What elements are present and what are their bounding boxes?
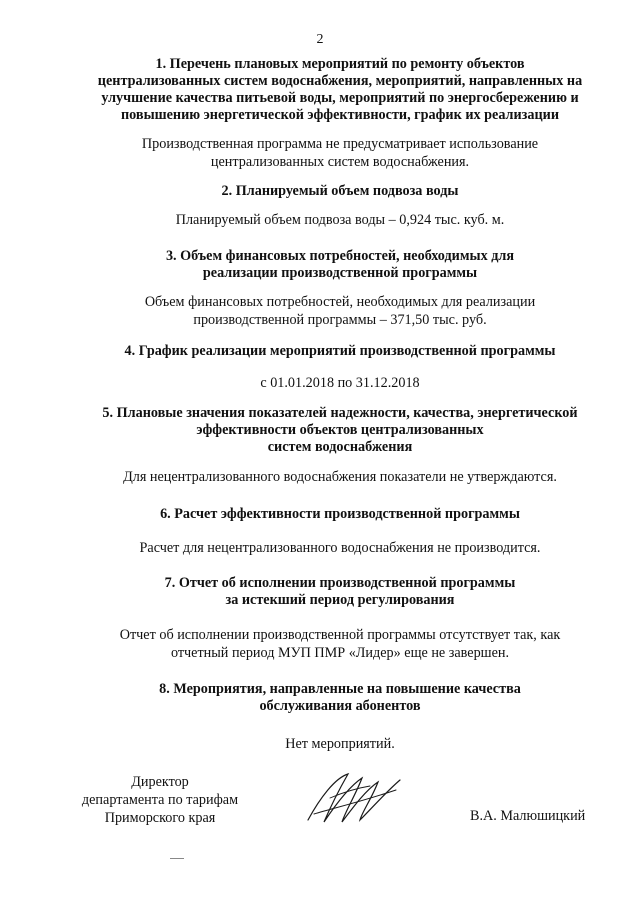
handwritten-signature (300, 768, 410, 828)
heading-line: улучшение качества питьевой воды, мероприятий по энергосбережению и (101, 90, 579, 106)
section-3-heading (60, 248, 620, 282)
heading-line: 5. Плановые значения показателей надежности, качества, энергетической (102, 405, 578, 421)
section-6-heading (60, 506, 620, 523)
position-line: Директор (131, 774, 189, 790)
section-7-heading (60, 575, 620, 609)
heading-line: систем водоснабжения (267, 439, 413, 455)
heading-line: 8. Мероприятия, направленные на повышение качества (159, 681, 521, 697)
section-2-body (60, 211, 620, 229)
body-line: Производственная программа не предусматривает использование (141, 136, 539, 152)
heading-line: 3. Объем финансовых потребностей, необходимых для (165, 248, 515, 264)
body-line: Планируемый объем подвоза воды – 0,924 тыс. куб. м. (175, 212, 505, 228)
heading-line: 6. Расчет эффективности производственной программы (160, 506, 520, 522)
section-1-heading (60, 56, 620, 124)
body-line: Нет мероприятий. (285, 736, 395, 752)
page-number: 2 (316, 32, 324, 47)
heading-line: 4. График реализации мероприятий производственной программы (124, 343, 556, 359)
body-line: отчетный период МУП ПМР «Лидер» еще не завершен. (170, 645, 510, 661)
body-line: Отчет об исполнении производственной программы отсутствует так, как (119, 627, 561, 643)
scan-mark (170, 858, 184, 859)
heading-line: 2. Планируемый объем подвоза воды (221, 183, 459, 199)
section-5-body (60, 468, 620, 486)
section-4-body (60, 374, 620, 392)
section-2-heading (60, 183, 620, 200)
body-line: с 01.01.2018 по 31.12.2018 (260, 375, 420, 391)
heading-line: реализации производственной программы (202, 265, 478, 281)
signatory-name: В.А. Малюшицкий (470, 808, 586, 824)
body-line: централизованных систем водоснабжения. (210, 154, 470, 170)
section-3-body (60, 293, 620, 329)
section-7-body (60, 626, 620, 662)
section-1-body (60, 135, 620, 171)
heading-line: за истекший период регулирования (225, 592, 455, 608)
body-line: Объем финансовых потребностей, необходимых для реализации (144, 294, 536, 310)
body-line: производственной программы – 371,50 тыс. руб. (193, 312, 487, 328)
position-line: департамента по тарифам (81, 792, 239, 808)
signatory-position (60, 773, 260, 827)
heading-line: 1. Перечень плановых мероприятий по ремонту объектов (155, 56, 525, 72)
section-8-body (60, 735, 620, 753)
body-line: Для нецентрализованного водоснабжения показатели не утверждаются. (123, 469, 557, 485)
heading-line: 7. Отчет об исполнении производственной программы (164, 575, 516, 591)
heading-line: централизованных систем водоснабжения, мероприятий, направленных на (97, 73, 583, 89)
heading-line: повышению энергетической эффективности, график их реализации (121, 107, 559, 123)
section-5-heading (60, 405, 620, 456)
section-8-heading (60, 681, 620, 715)
heading-line: эффективности объектов централизованных (196, 422, 484, 438)
position-line: Приморского края (104, 810, 216, 826)
heading-line: обслуживания абонентов (259, 698, 421, 714)
section-4-heading (60, 343, 620, 360)
section-6-body (60, 539, 620, 557)
body-line: Расчет для нецентрализованного водоснабжения не производится. (139, 540, 541, 556)
